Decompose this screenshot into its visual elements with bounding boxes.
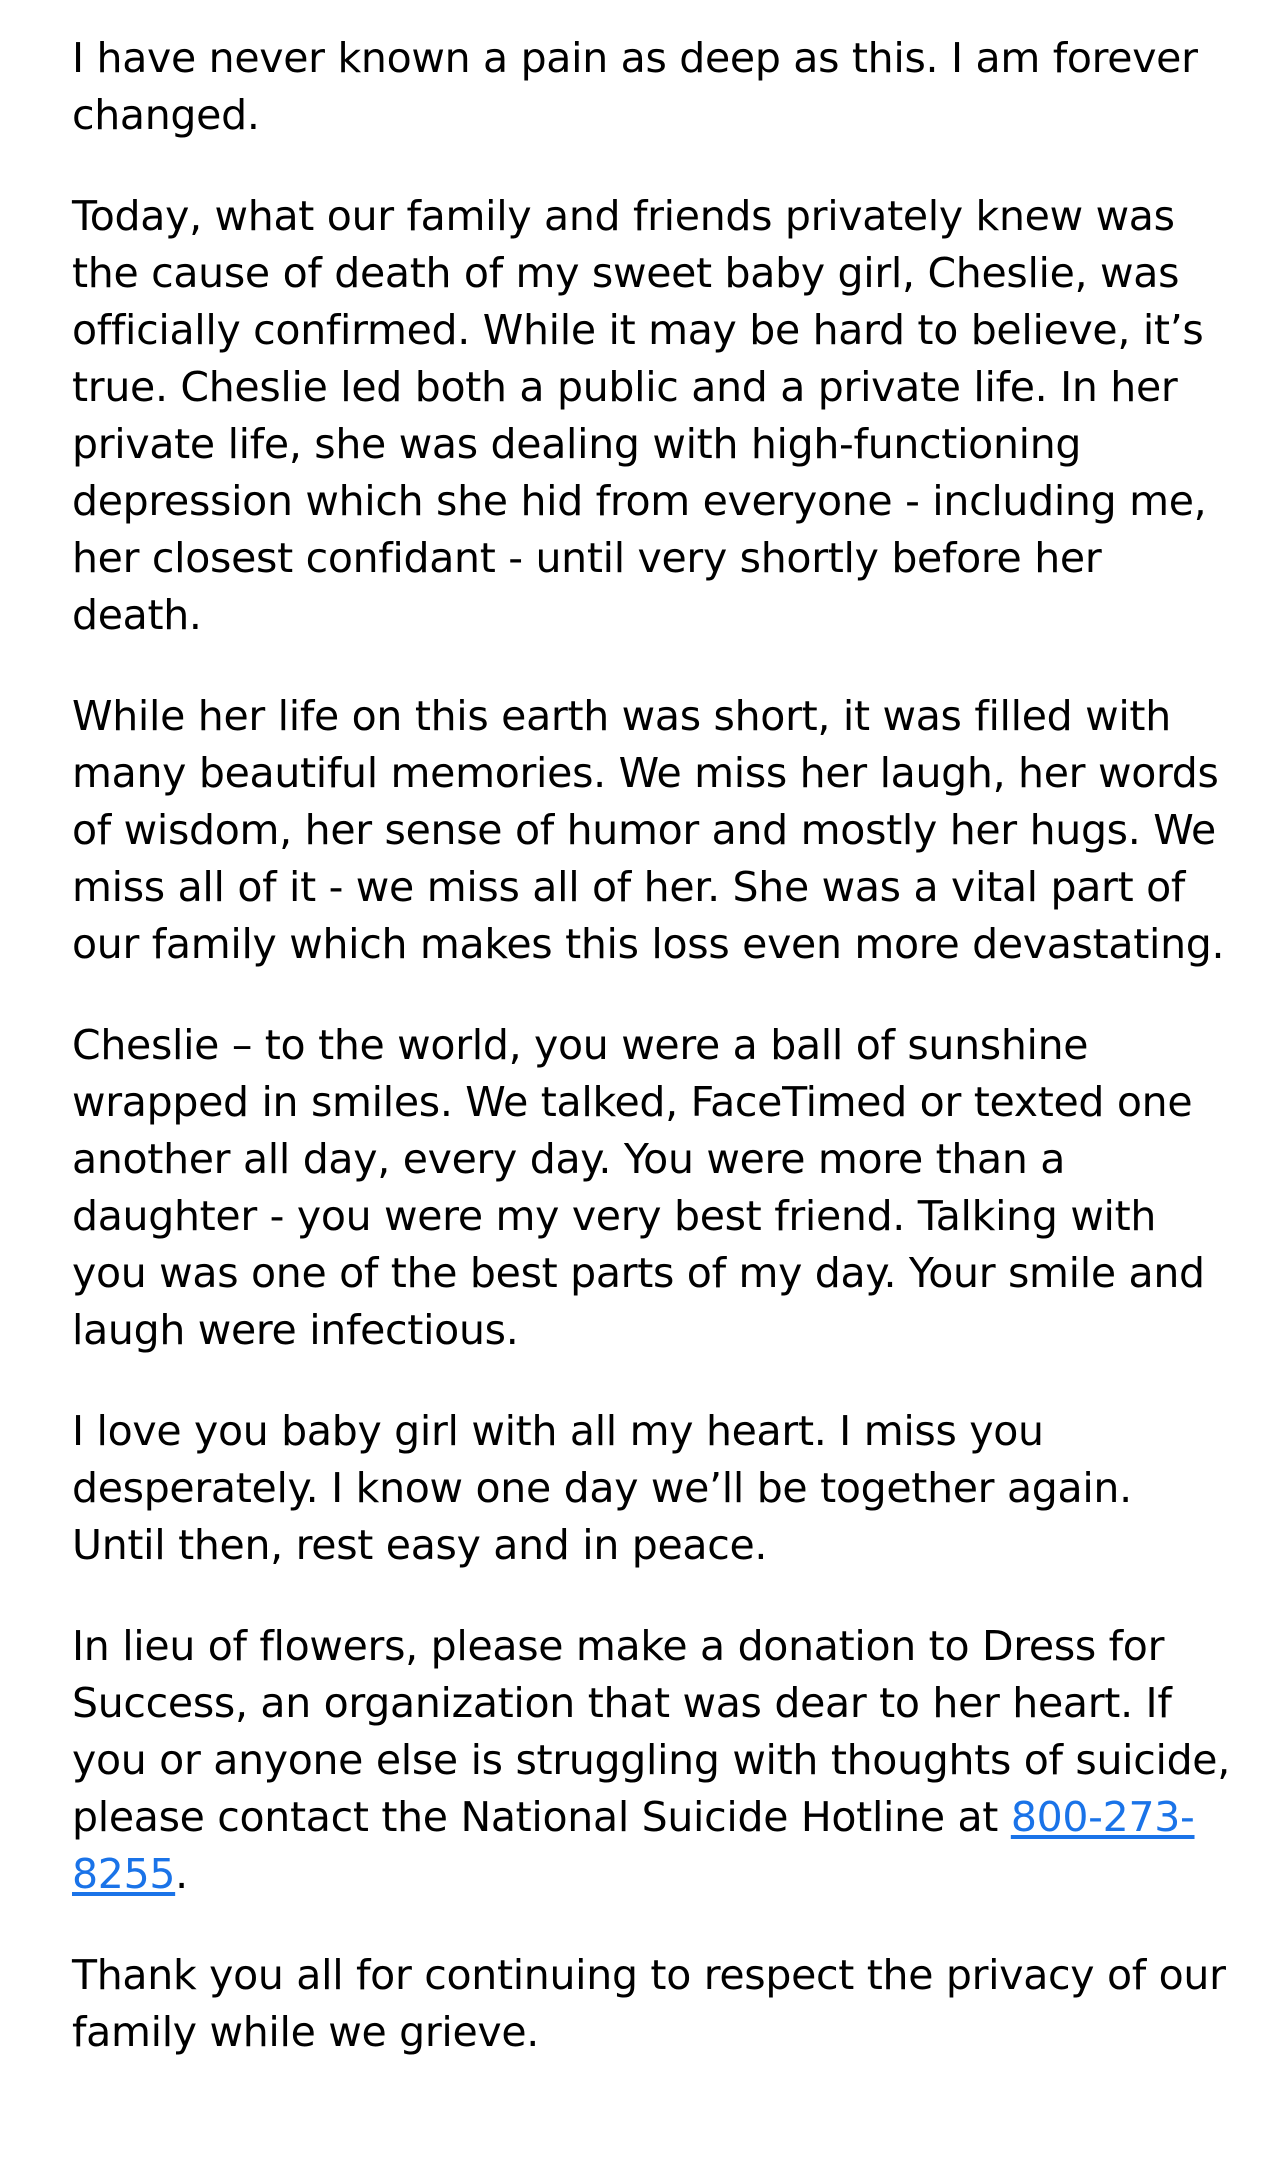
paragraph-donation [72,1618,1232,1903]
hotline-phone-link[interactable]: 800-273-8255 [72,1793,1195,1898]
paragraph-memories: While her life on this earth was short, it was filled with many beautiful memories. We miss her laugh, her words of wisdom, her sense of humor and mostly her hugs. We miss all of it - we miss all of her. She was a vital part of our family which makes this loss even more devastating. [72,692,1225,968]
donation-period: . [175,1850,188,1898]
paragraph-cause-of-death: Today, what our family and friends privately knew was the cause of death of my sweet baby girl, Cheslie, was officially confirmed. While it may be hard to believe, it’s true. Cheslie led both a public and a private life. In her private life, she was dealing with high-functioning depression which she hid from everyone - including me, her closest confidant - until very shortly before her death. [72,192,1207,639]
paragraph-to-cheslie: Cheslie – to the world, you were a ball of sunshine wrapped in smiles. We talked, FaceTimed or texted one another all day, every day. You were more than a daughter - you were my very best friend. Talking with you was one of the best parts of my day. Your smile and laugh were infectious. [72,1021,1205,1354]
donation-text: In lieu of flowers, please make a donation to Dress for Success, an organization that was dear to her heart. If you or anyone else is struggling with thoughts of suicide, please contact the National Suicide Hotline at [72,1622,1230,1841]
paragraph-opening: I have never known a pain as deep as this. I am forever changed. [72,34,1198,139]
statement-body [72,30,1232,2105]
paragraph-love: I love you baby girl with all my heart. I miss you desperately. I know one day we’ll be together again. Until then, rest easy and in peace. [72,1407,1132,1569]
paragraph-closing: Thank you all for continuing to respect the privacy of our family while we grieve. [72,1951,1226,2056]
